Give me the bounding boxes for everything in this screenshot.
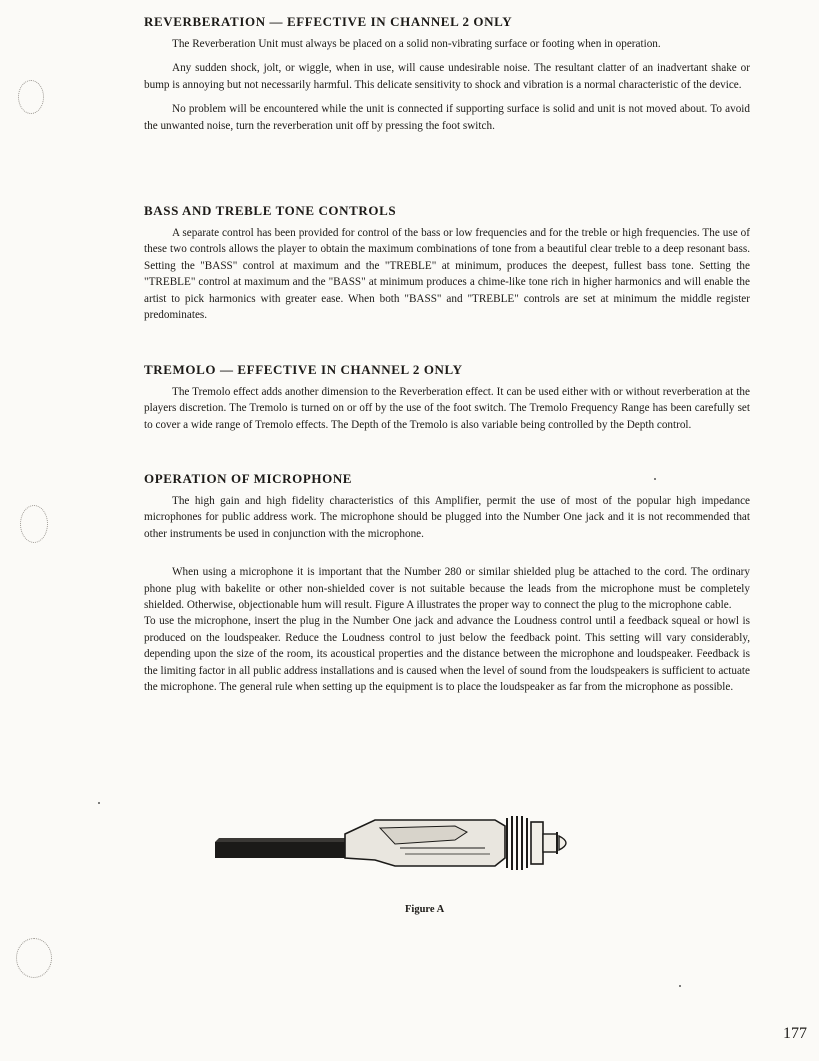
tremolo-section [144, 362, 750, 441]
tone-controls-heading: BASS AND TREBLE TONE CONTROLS [144, 203, 397, 218]
binder-hole-bottom [16, 938, 52, 978]
tremolo-paragraph: The Tremolo effect adds another dimension to the Reverberation effect. It can be used either with or without reverberation at the players discretion. The Tremolo is turned on or off by the use of the foot switch. The Tremolo Frequency Range has been carefully set to cover a wide range of Tremolo effects. The Depth of the Tremolo is also variable being controlled by the Depth control. [144, 386, 750, 431]
cable-shape [215, 842, 355, 858]
dust-speck [679, 985, 681, 987]
tremolo-heading: TREMOLO — EFFECTIVE IN CHANNEL 2 ONLY [144, 362, 463, 377]
microphone-paragraph-2: When using a microphone it is important that the Number 280 or similar shielded plug be attached to the cord. The ordinary phone plug with bakelite or other non-shielded cover is not suitable because the leads from the microphone must be completely shielded. Otherwise, objectionable hum will result. Figure A illustrates the proper way to connect the plug to the microphone cable. [144, 566, 750, 612]
dust-speck [98, 802, 100, 804]
thread-rings-shape [507, 816, 527, 870]
reverberation-paragraph-1: The Reverberation Unit must always be placed on a solid non-vibrating surface or footing when in operation. [172, 38, 661, 50]
plug-tip-shape [543, 834, 557, 852]
microphone-paragraph-3: To use the microphone, insert the plug in the Number One jack and advance the Loudness control until a feedback squeal or howl is produced on the loudspeaker. Reduce the Loudness control to just below the feedback point. This setting will vary considerably, depending upon the size of the room, its acoustical properties and the distance between the microphone and loudspeaker. Feedback is the limiting factor in all public address installations and is caused when the level of sound from the loudspeakers is sufficient to actuate the microphone. The general rule when setting up the equipment is to place the loudspeaker as far from the microphone as possible. [144, 615, 750, 694]
phone-plug-illustration [205, 808, 575, 880]
dust-speck [654, 478, 656, 480]
reverberation-paragraph-3: No problem will be encountered while the unit is connected if supporting surface is solid and unit is not moved about. To avoid the unwanted noise, turn the reverberation unit off by pressing the foot switch. [144, 103, 750, 132]
figure-caption: Figure A [405, 904, 445, 915]
binder-hole-middle [20, 505, 48, 543]
tone-controls-paragraph: A separate control has been provided for control of the bass or low frequencies and for the treble or high frequencies. The use of these two controls allows the player to obtain the maximum combinations of tone from a beautiful clear treble to a deep resonant bass. Setting the "BASS" control at maximum and the "TREBLE" at minimum, produces the deepest, fullest bass tone. Setting the "TREBLE" control at maximum and the "BASS" at minimum produces a chime-like tone rich in higher harmonics and will enable the artist to pick harmonics with greater ease. When both "BASS" and "TREBLE" controls are set at minimum the middle register predominates. [144, 227, 750, 322]
reverberation-heading: REVERBERATION — EFFECTIVE IN CHANNEL 2 ONLY [144, 14, 513, 29]
microphone-paragraph-1: The high gain and high fidelity characteristics of this Amplifier, permit the use of most of the popular high impedance microphones for public address work. The microphone should be plugged into the Number One jack and it is not recommended that other instruments be used in conjunction with the microphone. [144, 495, 750, 540]
reverberation-section [144, 14, 750, 142]
microphone-section [144, 471, 750, 703]
binder-hole-top [18, 80, 44, 114]
microphone-heading: OPERATION OF MICROPHONE [144, 471, 353, 486]
tone-controls-section [144, 203, 750, 331]
reverberation-paragraph-2: Any sudden shock, jolt, or wiggle, when in use, will cause undesirable noise. The resultant clatter of an inadvertant shake or bump is annoying but not necessarily harmful. This delicate sensitivity to shock and vibration is a normal characteristic of the device. [144, 62, 750, 91]
page-number: 177 [783, 1025, 807, 1042]
